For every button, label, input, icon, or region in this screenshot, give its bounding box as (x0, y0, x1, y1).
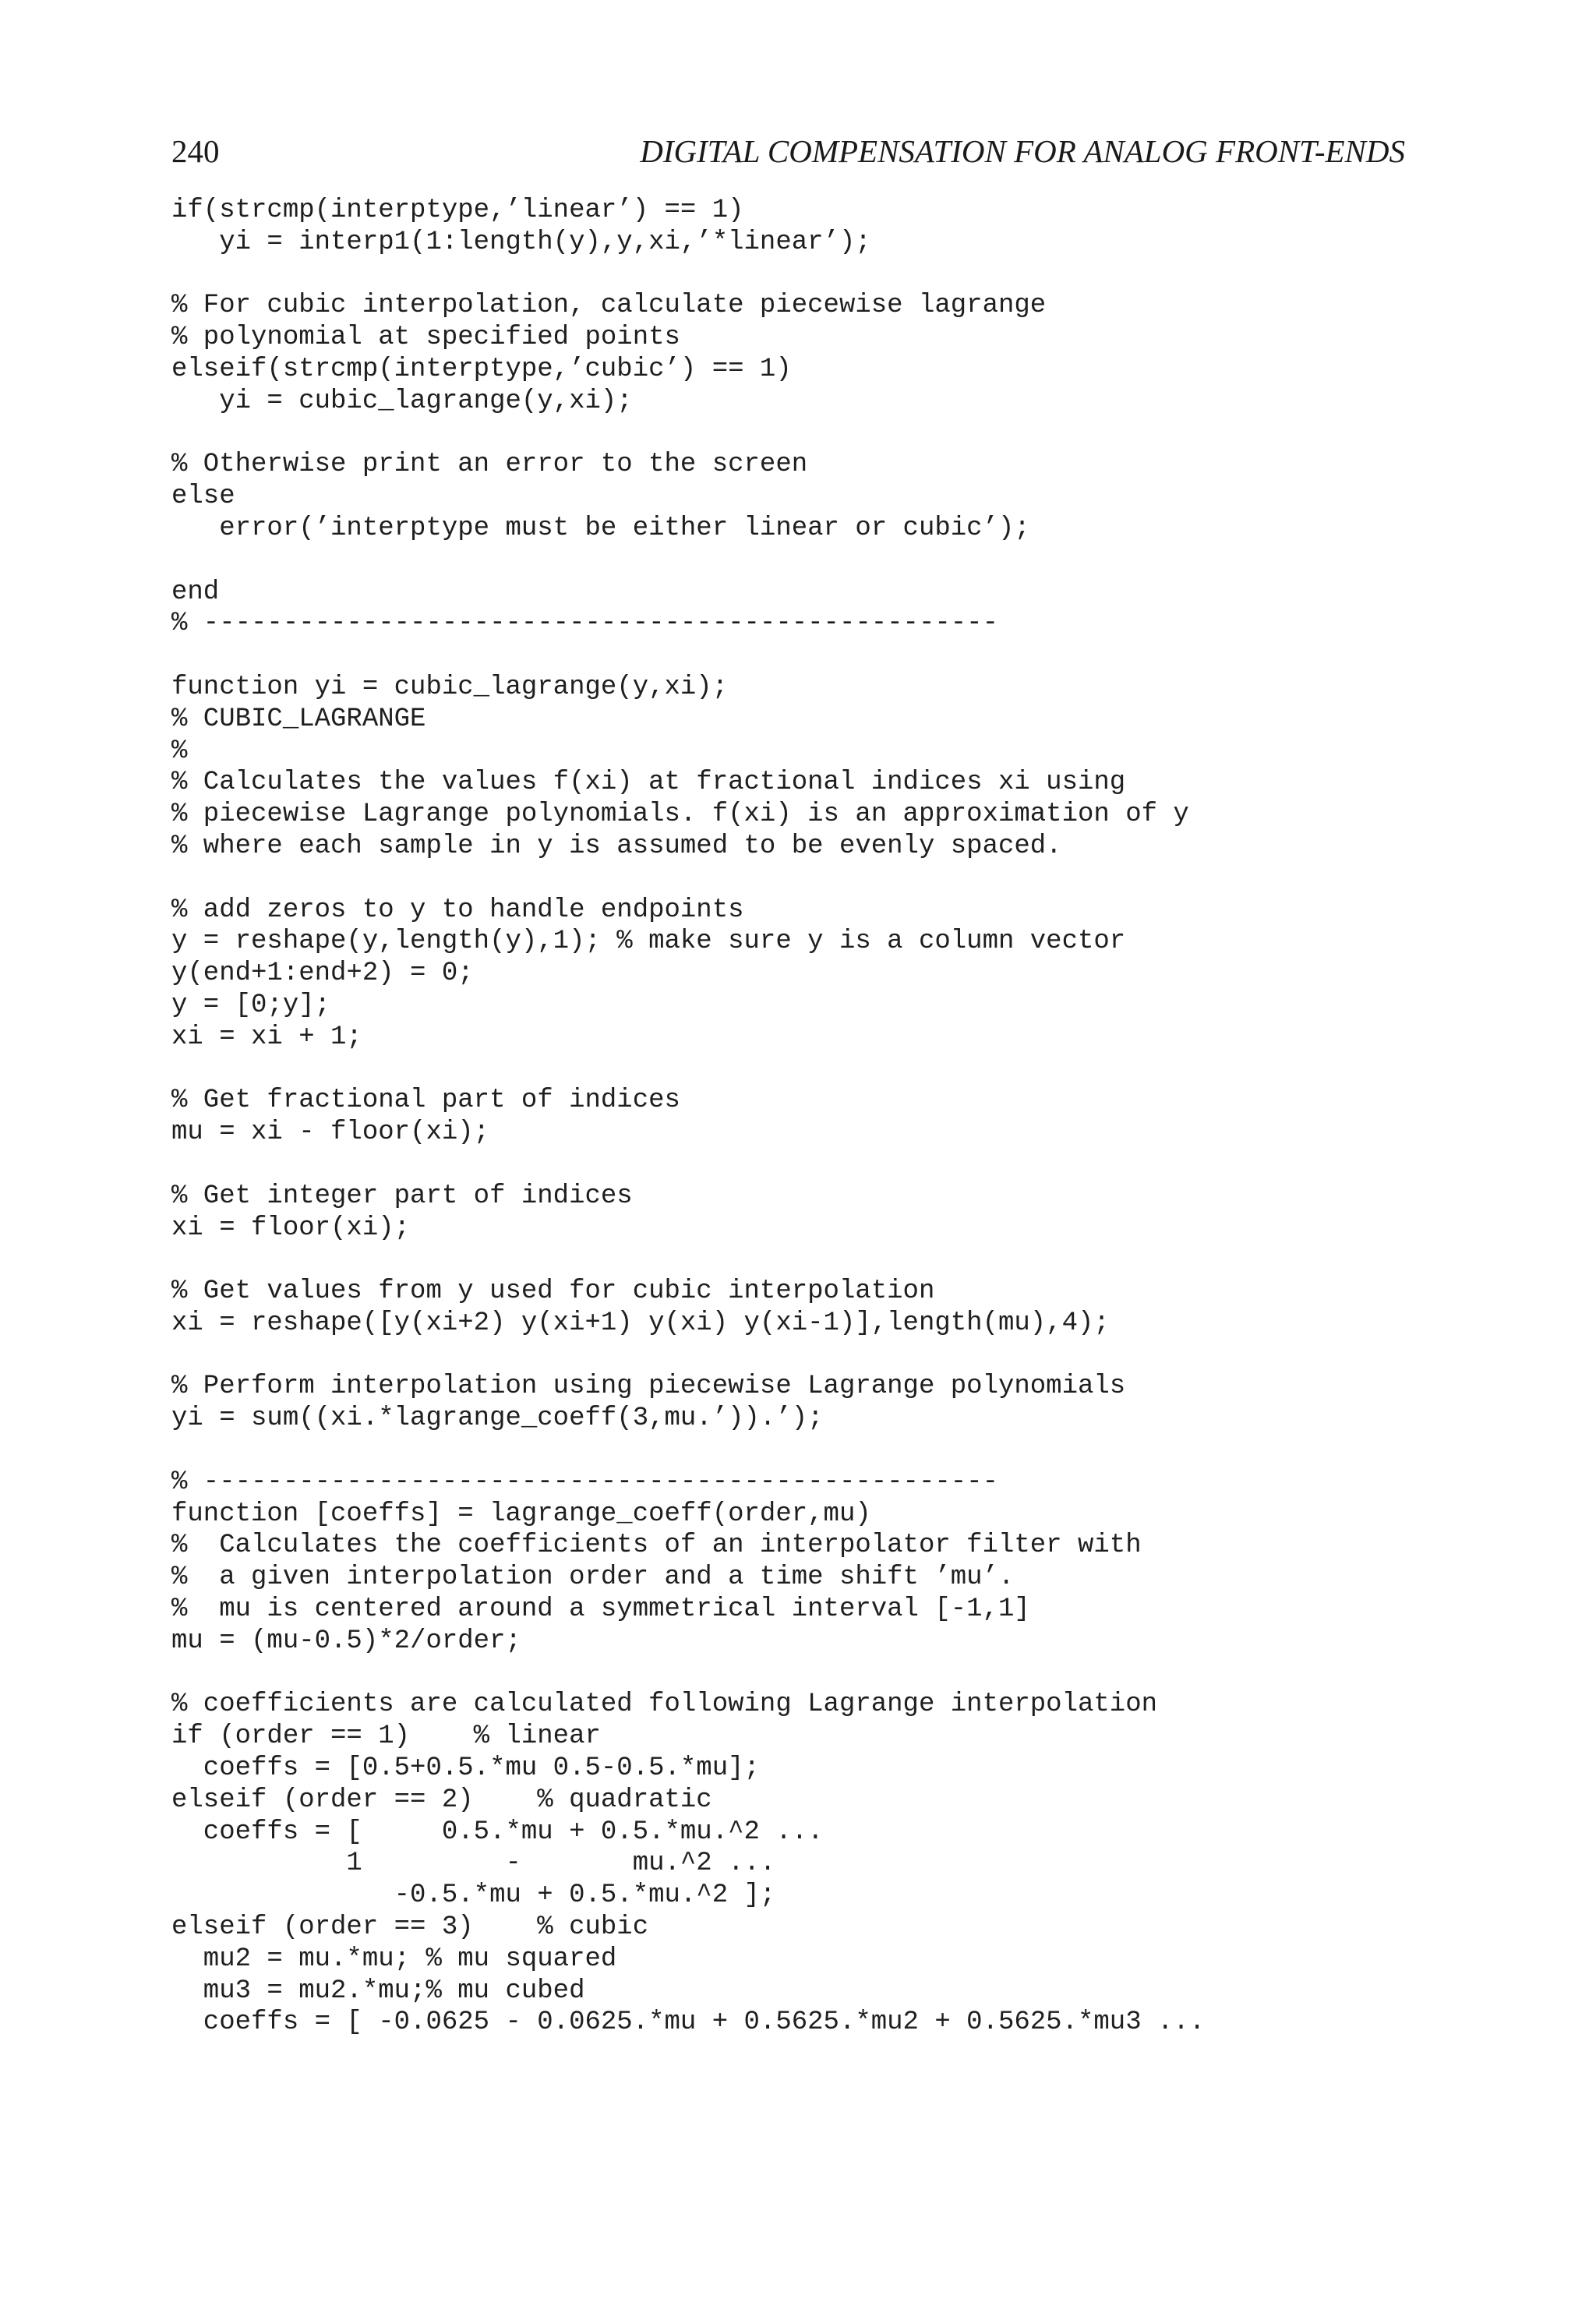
code-line: % piecewise Lagrange polynomials. f(xi) is an approximation of y (171, 800, 1189, 830)
blank-line (171, 640, 1205, 672)
code-line: % Get integer part of indices (171, 1181, 633, 1211)
code-line: elseif(strcmp(interptype,’cubic’) == 1) (171, 354, 792, 384)
code-line: xi = reshape([y(xi+2) y(xi+1) y(xi) y(xi-1)],length(mu),4); (171, 1308, 1110, 1338)
code-line: % Get fractional part of indices (171, 1086, 680, 1116)
code-line: function yi = cubic_lagrange(y,xi); (171, 672, 729, 702)
code-line: 1 - mu.^2 ... (171, 1849, 776, 1879)
code-line: % (171, 736, 188, 766)
blank-line (171, 1149, 1205, 1181)
blank-line (171, 1244, 1205, 1276)
blank-line (171, 1054, 1205, 1086)
code-line: % Get values from y used for cubic interpolation (171, 1277, 935, 1307)
code-line: yi = cubic_lagrange(y,xi); (171, 386, 633, 416)
blank-line (171, 545, 1205, 577)
code-line: y(end+1:end+2) = 0; (171, 959, 474, 989)
blank-line (171, 1435, 1205, 1467)
code-line: end (171, 577, 220, 607)
code-line: % polynomial at specified points (171, 323, 680, 353)
code-line: xi = floor(xi); (171, 1213, 411, 1243)
code-line: % CUBIC_LAGRANGE (171, 704, 426, 734)
code-line: yi = interp1(1:length(y),y,xi,’*linear’); (171, 227, 871, 257)
code-line: yi = sum((xi.*lagrange_coeff(3,mu.’)).’); (171, 1404, 824, 1434)
code-line: error(’interptype must be either linear or cubic’); (171, 513, 1030, 543)
code-line: y = reshape(y,length(y),1); % make sure y is a column vector (171, 927, 1126, 957)
code-line: elseif (order == 3) % cubic (171, 1912, 649, 1943)
code-line: function [coeffs] = lagrange_coeff(order,mu) (171, 1499, 871, 1529)
code-line: % Otherwise print an error to the screen (171, 450, 808, 480)
code-line: % Calculates the coefficients of an interpolator filter with (171, 1531, 1142, 1561)
code-line: coeffs = [ 0.5.*mu + 0.5.*mu.^2 ... (171, 1817, 824, 1847)
code-line: % Calculates the values f(xi) at fractional indices xi using (171, 768, 1126, 798)
page-number: 240 (171, 133, 220, 169)
code-line: % coefficients are calculated following Lagrange interpolation (171, 1690, 1158, 1720)
code-line: mu2 = mu.*mu; % mu squared (171, 1944, 617, 1974)
code-line: xi = xi + 1; (171, 1022, 362, 1052)
code-line: % For cubic interpolation, calculate piecewise lagrange (171, 291, 1047, 321)
blank-line (171, 1658, 1205, 1690)
blank-line (171, 259, 1205, 291)
code-line: % Perform interpolation using piecewise Lagrange polynomials (171, 1372, 1126, 1402)
code-line: elseif (order == 2) % quadratic (171, 1785, 712, 1815)
code-line: % -------------------------------------------------- (171, 609, 998, 639)
code-line: if (order == 1) % linear (171, 1721, 601, 1752)
code-line: -0.5.*mu + 0.5.*mu.^2 ]; (171, 1880, 776, 1911)
code-line: else (171, 482, 235, 512)
code-line: mu = (mu-0.5)*2/order; (171, 1626, 521, 1656)
code-line: coeffs = [ -0.0625 - 0.0625.*mu + 0.5625.*mu2 + 0.5625.*mu3 ... (171, 2007, 1206, 2038)
blank-line (171, 1340, 1205, 1372)
code-listing (171, 195, 1205, 2039)
code-line: % a given interpolation order and a time shift ’mu’. (171, 1563, 1015, 1593)
code-line: y = [0;y]; (171, 990, 331, 1020)
running-title: DIGITAL COMPENSATION FOR ANALOG FRONT-ENDS (640, 133, 1405, 169)
code-line: % where each sample in y is assumed to be evenly spaced. (171, 831, 1062, 861)
code-line: coeffs = [0.5+0.5.*mu 0.5-0.5.*mu]; (171, 1753, 760, 1784)
code-line: if(strcmp(interptype,’linear’) == 1) (171, 196, 744, 225)
page-header (171, 128, 1405, 175)
blank-line (171, 418, 1205, 450)
code-line: % mu is centered around a symmetrical interval [-1,1] (171, 1594, 1030, 1625)
code-line: % -------------------------------------------------- (171, 1467, 998, 1497)
code-line: mu = xi - floor(xi); (171, 1118, 490, 1148)
blank-line (171, 863, 1205, 895)
code-line: mu3 = mu2.*mu;% mu cubed (171, 1976, 585, 2006)
code-line: % add zeros to y to handle endpoints (171, 895, 744, 925)
